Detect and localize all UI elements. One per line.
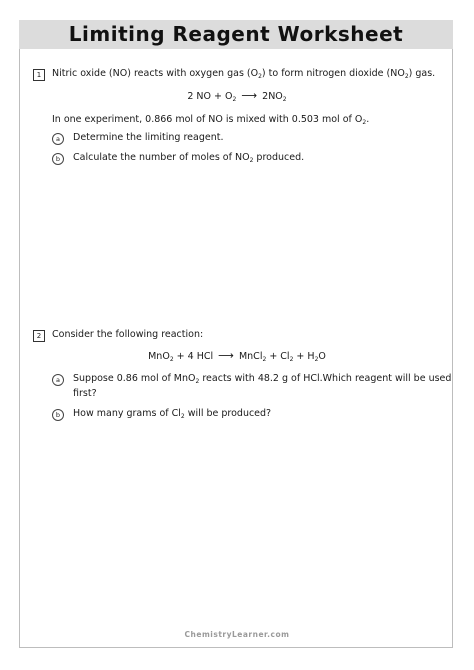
question-1b-text-part: produced. xyxy=(253,152,305,163)
question-1a-text: Determine the limiting reagent. xyxy=(73,132,224,143)
question-1-text-part: ) to form nitrogen dioxide (NO xyxy=(261,68,405,79)
question-2a-text-part: Suppose 0.86 mol of MnO xyxy=(73,373,196,384)
subscript: 2 xyxy=(362,119,367,126)
reaction-arrow-icon: ⟶ xyxy=(218,349,234,362)
question-2b-text xyxy=(73,408,271,420)
question-2-equation xyxy=(0,350,474,363)
title-bar xyxy=(19,20,453,49)
equation-part: 2NO xyxy=(262,91,283,102)
equation-part: O xyxy=(318,351,326,362)
subquestion-b-badge: b xyxy=(52,409,64,421)
subscript: 2 xyxy=(258,73,262,80)
subscript: 2 xyxy=(282,96,287,103)
question-1-equation xyxy=(0,90,474,103)
equation-part: MnO xyxy=(148,351,170,362)
subquestion-a-badge: a xyxy=(52,133,64,145)
subscript: 2 xyxy=(232,96,237,103)
subscript: 2 xyxy=(289,356,294,363)
question-1-text-part: Nitric oxide (NO) reacts with oxygen gas (O xyxy=(52,68,259,79)
subscript: 2 xyxy=(249,157,254,164)
experiment-text: In one experiment, 0.866 mol of NO is mixed with 0.503 mol of O xyxy=(52,114,363,125)
page-title: Limiting Reagent Worksheet xyxy=(68,22,404,46)
reaction-arrow-icon: ⟶ xyxy=(241,89,258,102)
footer-credit: ChemistryLearner.com xyxy=(184,630,290,639)
experiment-text: . xyxy=(366,114,370,125)
equation-part: + 4 HCl xyxy=(173,351,214,362)
question-2b-text-part: How many grams of Cl xyxy=(73,408,181,419)
question-2-text: Consider the following reaction: xyxy=(52,329,204,340)
question-2b-text-part: will be produced? xyxy=(184,408,272,419)
subscript: 2 xyxy=(262,356,267,363)
question-1-text xyxy=(52,68,435,80)
equation-part: + Cl xyxy=(266,351,290,362)
subscript: 2 xyxy=(195,378,200,385)
question-1b-text xyxy=(73,152,304,164)
question-2a-text-part: reacts with 48.2 g of HCl.Which reagent will be used xyxy=(199,373,452,384)
equation-part: 2 NO + O xyxy=(187,91,233,102)
question-1-number: 1 xyxy=(33,69,45,81)
subscript: 2 xyxy=(314,356,319,363)
question-2a-text-line2: first? xyxy=(73,388,97,399)
subscript: 2 xyxy=(404,73,409,80)
question-2a-text xyxy=(73,373,451,385)
equation-part: MnCl xyxy=(238,351,263,362)
subscript: 2 xyxy=(180,413,185,420)
equation-part: + H xyxy=(293,351,315,362)
question-1b-text-part: Calculate the number of moles of NO xyxy=(73,152,250,163)
question-2-number: 2 xyxy=(33,330,45,342)
question-1-text-part: ) gas. xyxy=(408,68,436,79)
subquestion-b-badge: b xyxy=(52,153,64,165)
question-1-experiment xyxy=(52,114,369,126)
subquestion-a-badge: a xyxy=(52,374,64,386)
subscript: 2 xyxy=(169,356,174,363)
